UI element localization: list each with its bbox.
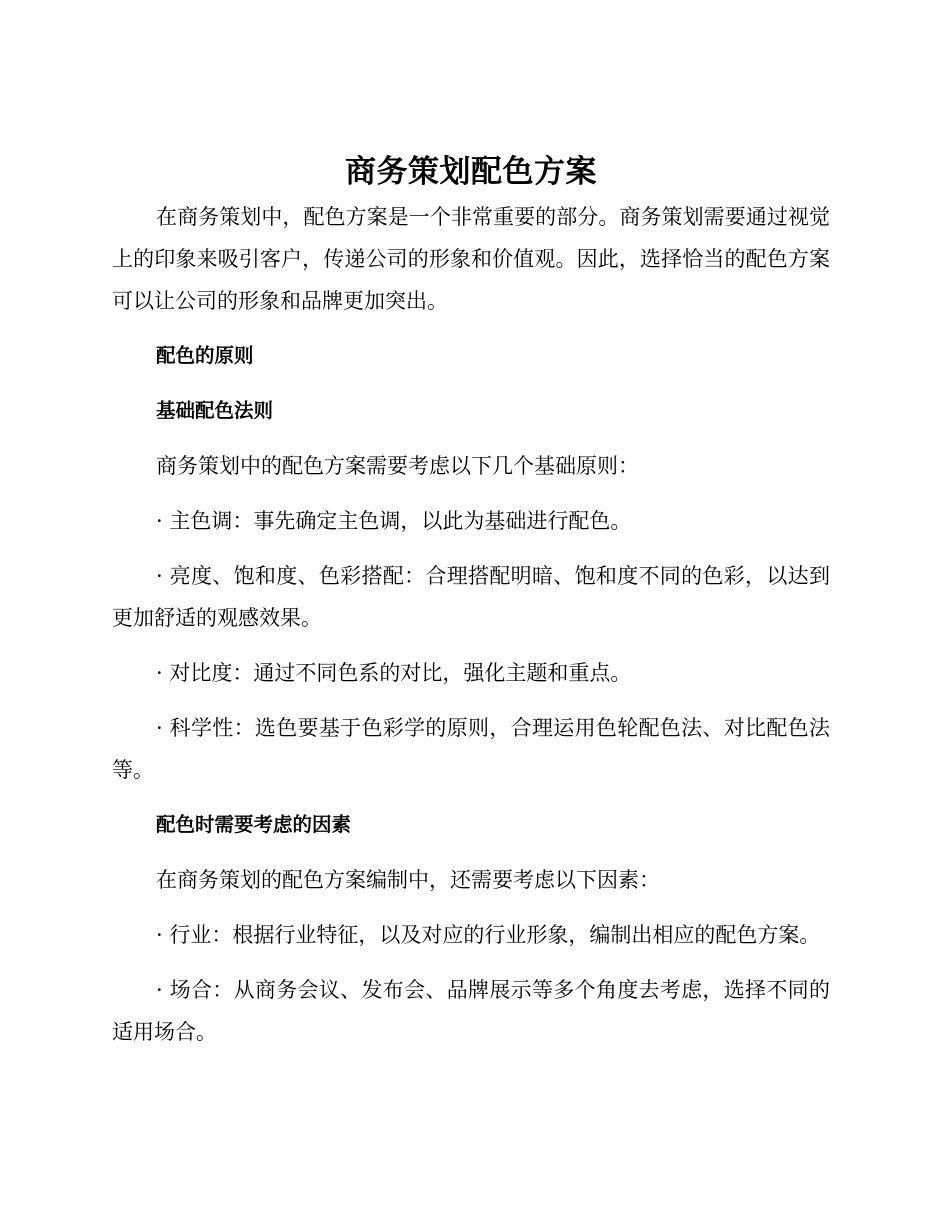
bullet-item-occasion: · 场合：从商务会议、发布会、品牌展示等多个角度去考虑，选择不同的适用场合。 — [112, 978, 830, 1044]
basic-rules-lead: 商务策划中的配色方案需要考虑以下几个基础原则： — [156, 454, 639, 478]
section-heading: 配色的原则 — [156, 344, 254, 367]
bullet-item-brightness: · 亮度、饱和度、色彩搭配：合理搭配明暗、饱和度不同的色彩，以达到更加舒适的观感效果。 — [112, 564, 830, 630]
factors-heading: 配色时需要考虑的因素 — [156, 813, 352, 836]
bullet-item-science: · 科学性：选色要基于色彩学的原则，合理运用色轮配色法、对比配色法等。 — [112, 716, 830, 782]
intro-paragraph: 在商务策划中，配色方案是一个非常重要的部分。商务策划需要通过视觉上的印象来吸引客户，传递公司的形象和价值观。因此，选择恰当的配色方案可以让公司的形象和品牌更加突出。 — [112, 205, 830, 313]
factors-lead: 在商务策划的配色方案编制中，还需要考虑以下因素： — [156, 868, 660, 892]
basic-rules-heading: 基础配色法则 — [156, 399, 274, 422]
document-body — [112, 150, 830, 1053]
bullet-item-main-tone: · 主色调：事先确定主色调，以此为基础进行配色。 — [156, 509, 632, 533]
bullet-item-contrast: · 对比度：通过不同色系的对比，强化主题和重点。 — [156, 661, 632, 685]
bullet-item-industry: · 行业：根据行业特征，以及对应的行业形象，编制出相应的配色方案。 — [156, 923, 821, 947]
document-title: 商务策划配色方案 — [345, 154, 597, 190]
